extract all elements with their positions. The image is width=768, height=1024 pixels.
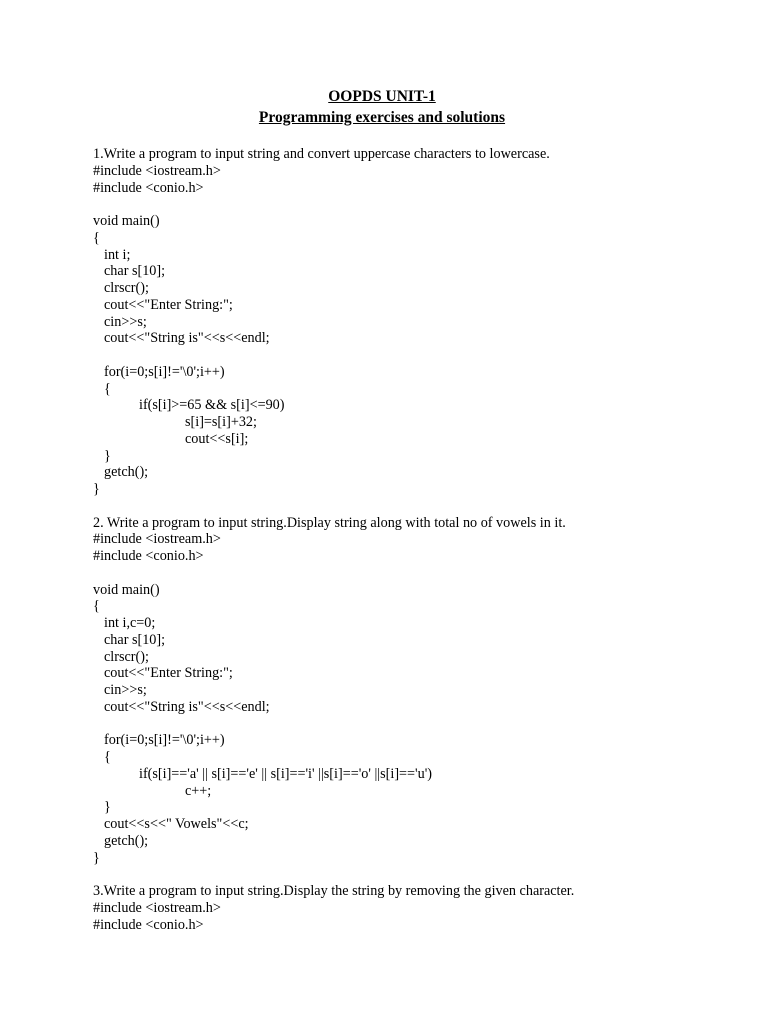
document-subtitle: Programming exercises and solutions (258, 108, 506, 126)
text-line: if(s[i]=='a' || s[i]=='e' || s[i]=='i' ||s[i]=='o' ||s[i]=='u') (139, 765, 432, 782)
text-line: c++; (185, 782, 212, 799)
text-line: void main() (93, 213, 160, 229)
text-line: { (104, 749, 111, 765)
text-line: #include <iostream.h> (93, 899, 221, 916)
text-line: } (93, 849, 100, 866)
text-line: #include <conio.h> (93, 916, 204, 933)
text-line: { (104, 380, 111, 397)
text-line: 3.Write a program to input string.Display the string by removing the given character. (93, 883, 575, 899)
text-line: void main() (93, 581, 160, 598)
document-title: OOPDS UNIT-1 (328, 88, 436, 105)
text-line: } (104, 799, 111, 816)
blank-line (93, 716, 753, 733)
text-line: cout<<"Enter String:"; (104, 296, 233, 313)
text-line: { (93, 229, 100, 246)
text-line: cin>>s; (104, 682, 147, 698)
text-line: } (93, 481, 100, 497)
text-line: int i; (104, 246, 131, 263)
text-line: cout<<"Enter String:"; (104, 665, 233, 682)
text-line: cout<<"String is"<<s<<endl; (104, 698, 270, 715)
text-line: { (93, 598, 100, 615)
text-line: int i,c=0; (104, 615, 156, 631)
blank-line (93, 347, 753, 364)
text-line: for(i=0;s[i]!='\0';i++) (104, 363, 225, 380)
text-line: cin>>s; (104, 313, 147, 330)
text-line: 1.Write a program to input string and convert uppercase characters to lowercase. (93, 146, 550, 162)
document-header (0, 87, 764, 128)
blank-line (93, 866, 753, 883)
text-line: 2. Write a program to input string.Display string along with total no of vowels in it. (93, 514, 566, 531)
text-line: #include <conio.h> (93, 548, 204, 564)
text-line: s[i]=s[i]+32; (185, 414, 257, 430)
text-line: #include <conio.h> (93, 179, 204, 196)
blank-line (93, 565, 753, 582)
text-line: } (104, 447, 111, 464)
text-line: clrscr(); (104, 648, 149, 665)
blank-line (93, 196, 753, 213)
text-line: clrscr(); (104, 280, 149, 296)
text-line: #include <iostream.h> (93, 531, 221, 548)
text-line: getch(); (104, 832, 149, 849)
text-line: if(s[i]>=65 && s[i]<=90) (139, 397, 285, 414)
text-line: cout<<s<<" Vowels"<<c; (104, 816, 249, 832)
text-line: for(i=0;s[i]!='\0';i++) (104, 732, 225, 749)
text-line: cout<<"String is"<<s<<endl; (104, 330, 270, 347)
document-body (93, 146, 753, 933)
text-line: getch(); (104, 464, 149, 481)
text-line: char s[10]; (104, 263, 166, 280)
blank-line (93, 498, 753, 515)
text-line: char s[10]; (104, 631, 166, 648)
text-line: cout<<s[i]; (185, 430, 249, 447)
text-line: #include <iostream.h> (93, 162, 221, 179)
